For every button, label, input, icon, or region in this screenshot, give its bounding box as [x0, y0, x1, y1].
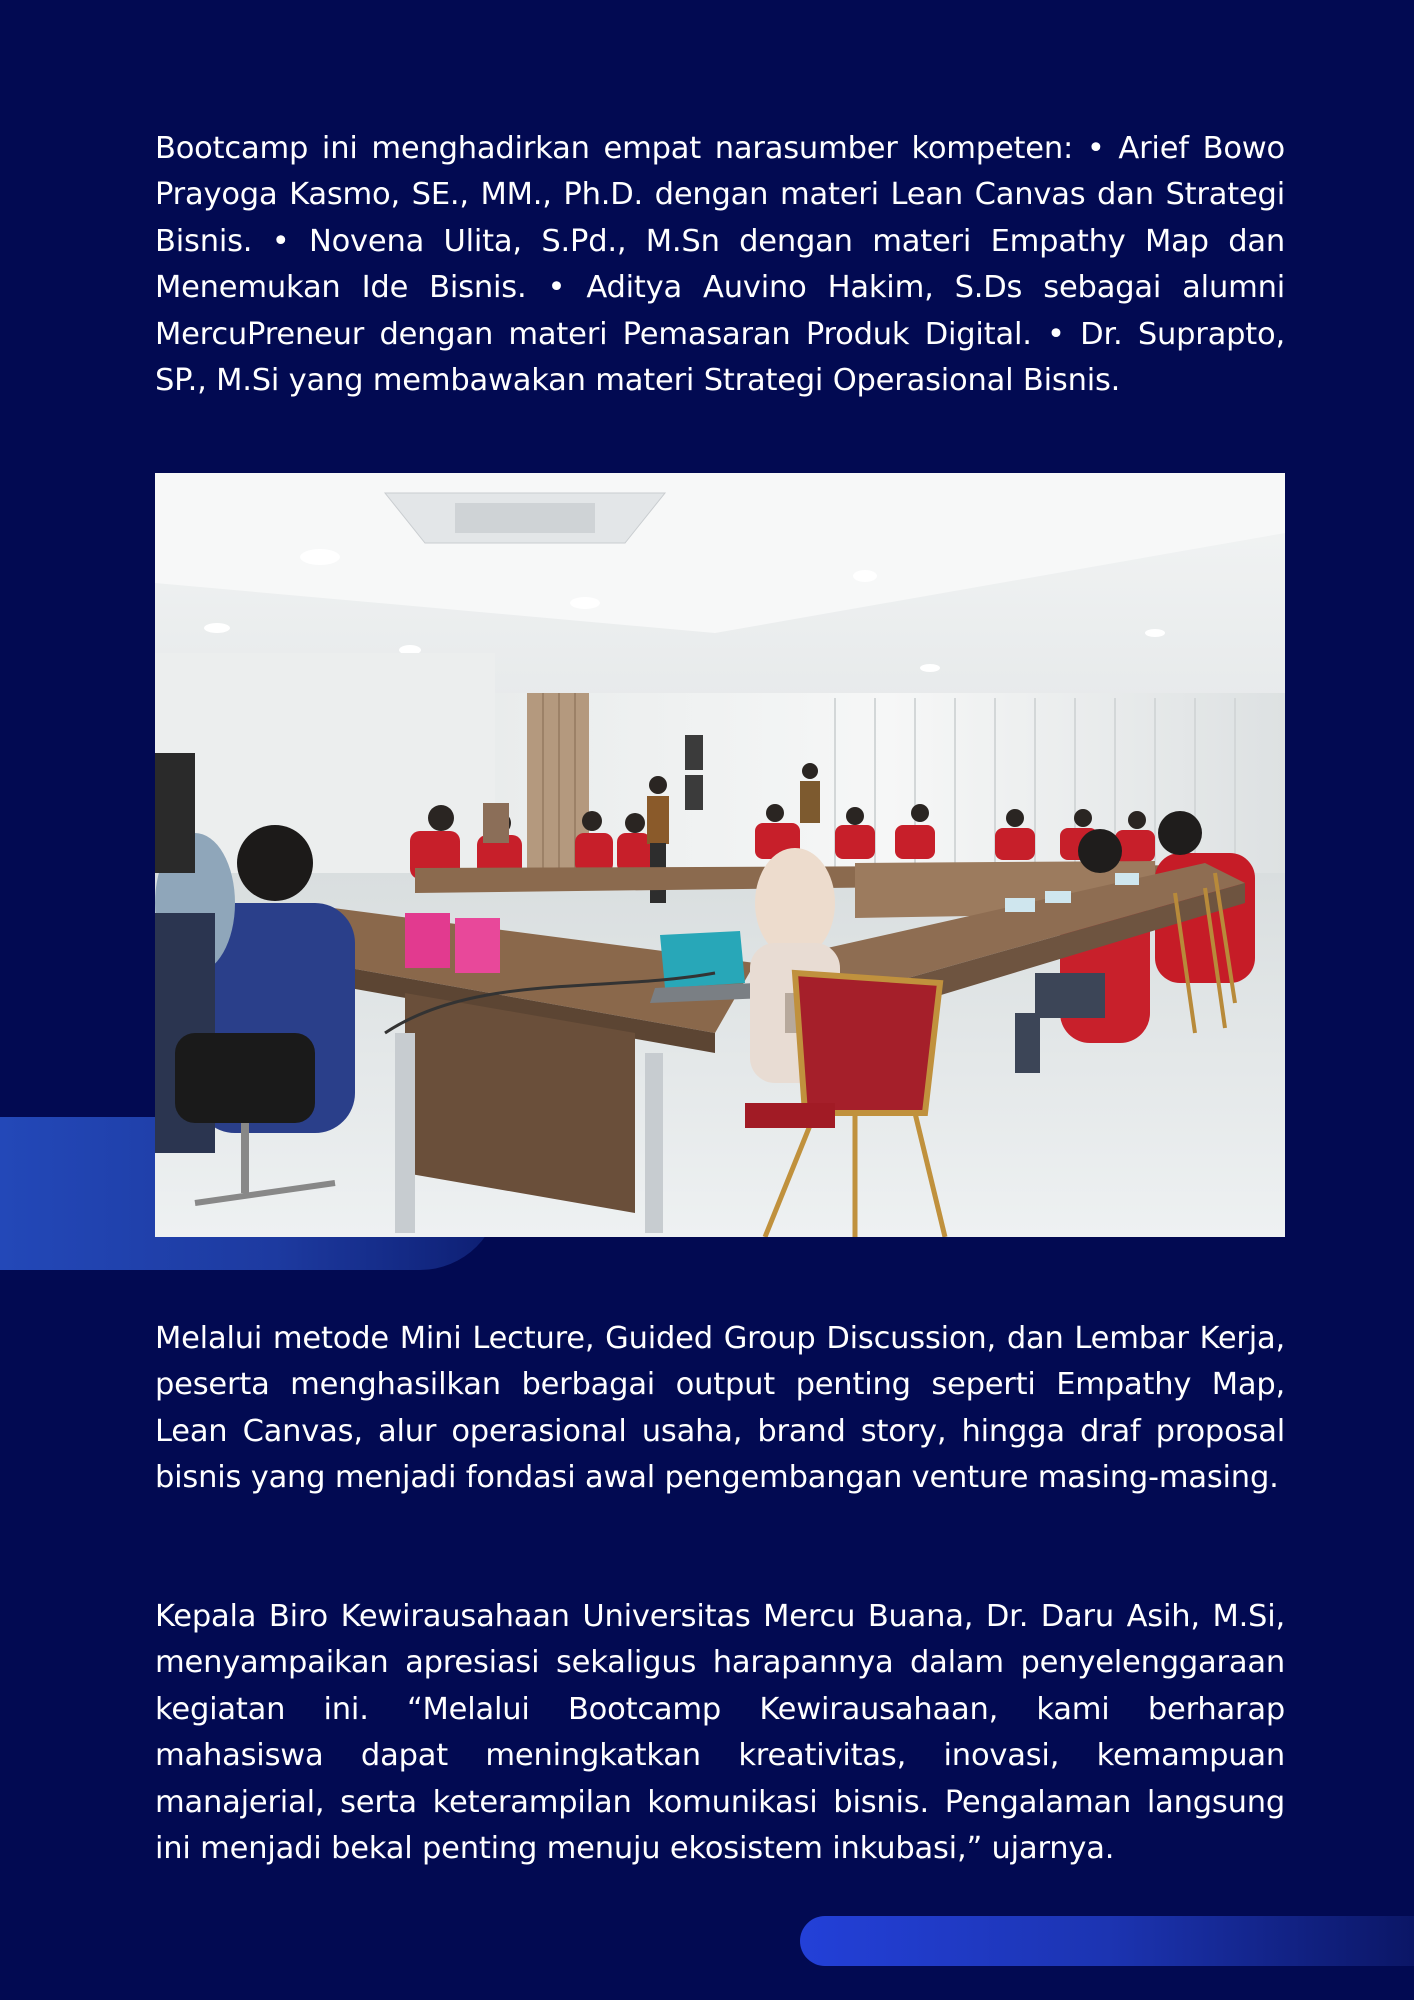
paragraph-speakers: Bootcamp ini menghadirkan empat narasumber kompeten: • Arief Bowo Prayoga Kasmo, SE., MM., Ph.D. dengan materi Lean Canvas dan Strategi Bisnis. • Novena Ulita, S.Pd., M.Sn dengan materi Empathy Map dan Menemukan Ide Bisnis. • Aditya Auvino Hakim, S.Ds sebagai alumni MercuPreneur dengan materi Pemasaran Produk Digital. • Dr. Suprapto, SP., M.Si yang membawakan materi Strategi Operasional Bisnis.: [155, 131, 1285, 399]
decorative-blue-band-right: [800, 1916, 1414, 1966]
bootcamp-room-photo: [155, 473, 1285, 1237]
paragraph-methods: Melalui metode Mini Lecture, Guided Group Discussion, dan Lembar Kerja, peserta menghasilkan berbagai output penting seperti Empathy Map, Lean Canvas, alur operasional usaha, brand story, hingga draf proposal bisnis yang menjadi fondasi awal pengembangan venture masing-masing.: [155, 1321, 1285, 1496]
paragraph-quote: Kepala Biro Kewirausahaan Universitas Mercu Buana, Dr. Daru Asih, M.Si, menyampaikan apresiasi sekaligus harapannya dalam penyelenggaraan kegiatan ini. “Melalui Bootcamp Kewirausahaan, kami berharap mahasiswa dapat meningkatkan kreativitas, inovasi, kemampuan manajerial, serta keterampilan komunikasi bisnis. Pengalaman langsung ini menjadi bekal penting menuju ekosistem inkubasi,” ujarnya.: [155, 1599, 1285, 1867]
